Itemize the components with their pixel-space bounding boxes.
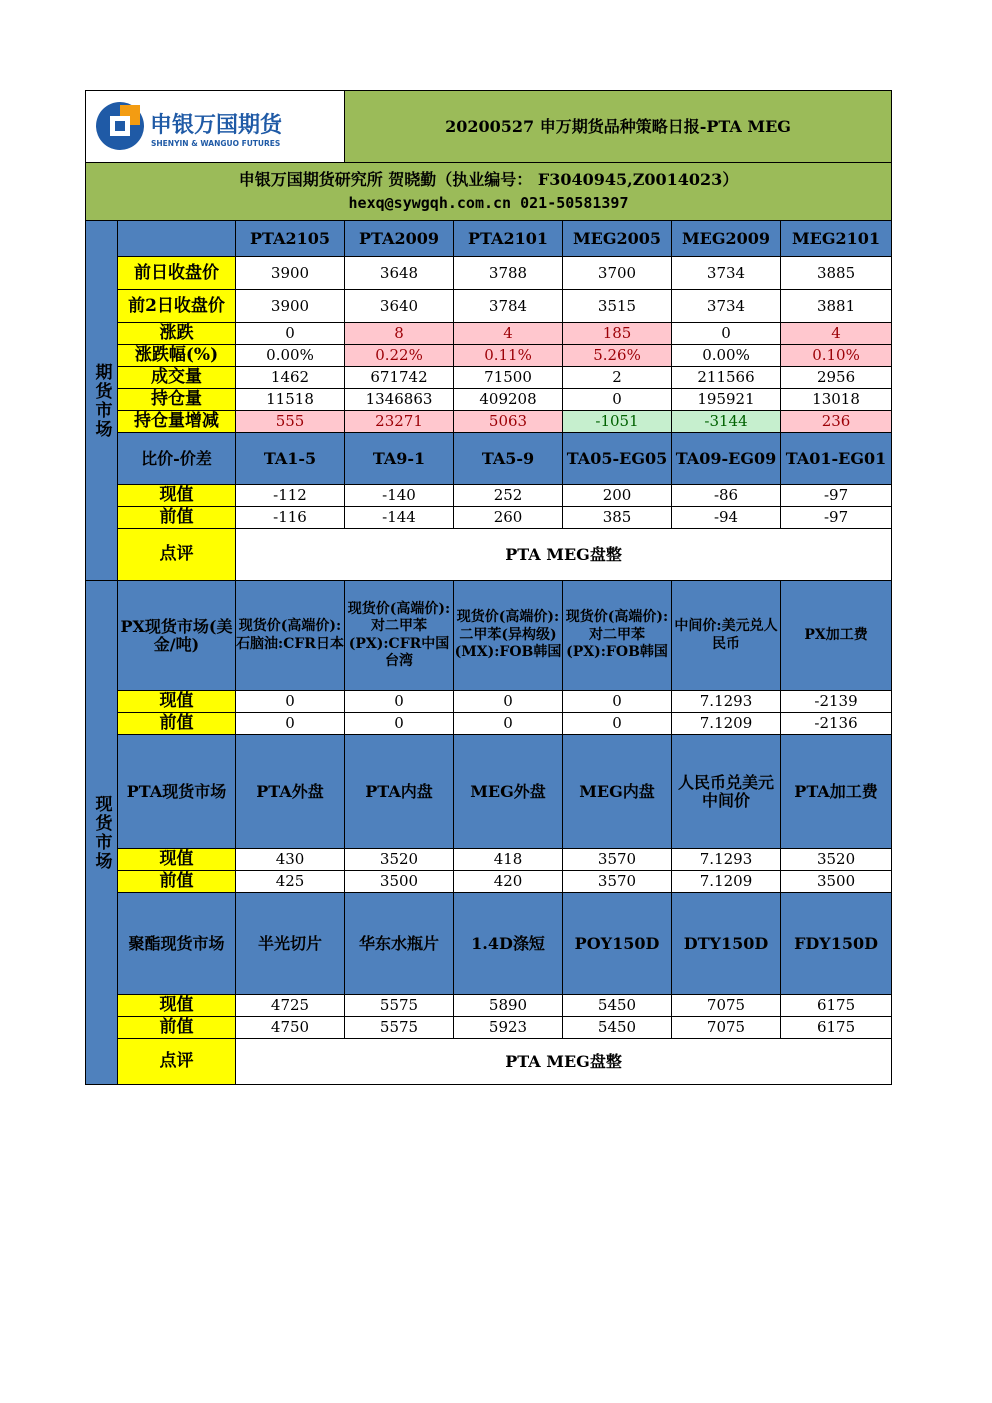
value-cell: 0.11% [454, 345, 563, 367]
value-cell: 0 [563, 713, 672, 735]
value-cell: 3500 [781, 871, 892, 893]
row-label: 前值 [118, 871, 236, 893]
polyester-column-header: 半光切片 [236, 893, 345, 995]
side-label-spot: 现货市场 [86, 581, 118, 1085]
value-cell: -97 [781, 485, 892, 507]
row-label: 成交量 [118, 367, 236, 389]
row-label: 现值 [118, 849, 236, 871]
value-cell: 4750 [236, 1017, 345, 1039]
value-cell: -86 [672, 485, 781, 507]
author-info [86, 163, 892, 221]
value-cell: 6175 [781, 1017, 892, 1039]
spread-name: TA05-EG05 [563, 433, 672, 485]
value-cell: 2 [563, 367, 672, 389]
polyester-market-header: 聚酯现货市场 [118, 893, 236, 995]
polyester-column-header: 1.4D涤短 [454, 893, 563, 995]
side-label-futures: 期货市场 [86, 221, 118, 581]
spread-name: TA9-1 [345, 433, 454, 485]
pta-column-header: PTA内盘 [345, 735, 454, 849]
spread-name: TA01-EG01 [781, 433, 892, 485]
value-cell: 236 [781, 411, 892, 433]
value-cell: 4 [781, 323, 892, 345]
value-cell: 2956 [781, 367, 892, 389]
value-cell: 5063 [454, 411, 563, 433]
value-cell: 1346863 [345, 389, 454, 411]
value-cell: 7.1293 [672, 691, 781, 713]
value-cell: 3570 [563, 849, 672, 871]
contract-header: MEG2005 [563, 221, 672, 257]
futures-row [86, 323, 892, 345]
value-cell: 0 [672, 323, 781, 345]
value-cell: 7.1209 [672, 871, 781, 893]
comment-text: PTA MEG盘整 [236, 529, 892, 581]
polyester-column-header: 华东水瓶片 [345, 893, 454, 995]
value-cell: 6175 [781, 995, 892, 1017]
value-cell: 0 [454, 713, 563, 735]
row-label: 前日收盘价 [118, 257, 236, 290]
value-cell: 211566 [672, 367, 781, 389]
value-cell: 3900 [236, 257, 345, 290]
contract-header: PTA2101 [454, 221, 563, 257]
value-cell: 385 [563, 507, 672, 529]
row-label: 前值 [118, 1017, 236, 1039]
px-column-header: 现货价(高端价):对二甲苯(PX):FOB韩国 [563, 581, 672, 691]
futures-row [86, 290, 892, 323]
value-cell: 195921 [672, 389, 781, 411]
row-label: 现值 [118, 485, 236, 507]
shenyin-wanguo-logo [94, 99, 289, 153]
value-cell: 425 [236, 871, 345, 893]
value-cell: 409208 [454, 389, 563, 411]
spread-name: TA1-5 [236, 433, 345, 485]
px-column-header: 现货价(高端价):对二甲苯(PX):CFR中国台湾 [345, 581, 454, 691]
comment-label: 点评 [118, 529, 236, 581]
value-cell: 7075 [672, 1017, 781, 1039]
value-cell: 0 [345, 713, 454, 735]
value-cell: 5575 [345, 1017, 454, 1039]
px-market-header: PX现货市场(美金/吨) [118, 581, 236, 691]
pta-column-header: PTA外盘 [236, 735, 345, 849]
row-label: 持仓量 [118, 389, 236, 411]
value-cell: 0 [454, 691, 563, 713]
value-cell: 7075 [672, 995, 781, 1017]
value-cell: 0.00% [672, 345, 781, 367]
pta-column-header: MEG内盘 [563, 735, 672, 849]
row-label: 现值 [118, 995, 236, 1017]
value-cell: 11518 [236, 389, 345, 411]
value-cell: -3144 [672, 411, 781, 433]
value-cell: -116 [236, 507, 345, 529]
px-column-header: 现货价(高端价):石脑油:CFR日本 [236, 581, 345, 691]
value-cell: 0 [563, 691, 672, 713]
value-cell: 3520 [345, 849, 454, 871]
value-cell: 0 [236, 691, 345, 713]
value-cell: 3640 [345, 290, 454, 323]
value-cell: 3900 [236, 290, 345, 323]
value-cell: 3881 [781, 290, 892, 323]
value-cell: -112 [236, 485, 345, 507]
spread-header: 比价-价差 [118, 433, 236, 485]
value-cell: 3788 [454, 257, 563, 290]
row-label: 持仓量增减 [118, 411, 236, 433]
value-cell: 3520 [781, 849, 892, 871]
value-cell: 3570 [563, 871, 672, 893]
value-cell: 555 [236, 411, 345, 433]
value-cell: 252 [454, 485, 563, 507]
row-label: 涨跌 [118, 323, 236, 345]
futures-row [86, 257, 892, 290]
pta-column-header: 人民币兑美元中间价 [672, 735, 781, 849]
value-cell: -1051 [563, 411, 672, 433]
polyester-column-header: FDY150D [781, 893, 892, 995]
value-cell: 5575 [345, 995, 454, 1017]
futures-row [86, 389, 892, 411]
value-cell: 0.00% [236, 345, 345, 367]
value-cell: 5923 [454, 1017, 563, 1039]
value-cell: 3734 [672, 290, 781, 323]
value-cell: 3734 [672, 257, 781, 290]
value-cell: 7.1293 [672, 849, 781, 871]
value-cell: 1462 [236, 367, 345, 389]
futures-row [86, 345, 892, 367]
row-label: 涨跌幅(%) [118, 345, 236, 367]
value-cell: -2136 [781, 713, 892, 735]
value-cell: 0 [236, 713, 345, 735]
row-label: 现值 [118, 691, 236, 713]
polyester-column-header: POY150D [563, 893, 672, 995]
value-cell: -144 [345, 507, 454, 529]
contract-header: PTA2009 [345, 221, 454, 257]
value-cell: 4725 [236, 995, 345, 1017]
value-cell: 5450 [563, 995, 672, 1017]
value-cell: 0 [236, 323, 345, 345]
value-cell: 7.1209 [672, 713, 781, 735]
author-line: 申银万国期货研究所 贺晓勤（执业编号： F3040945,Z0014023） [238, 170, 739, 190]
contract-header: MEG2101 [781, 221, 892, 257]
value-cell: 3885 [781, 257, 892, 290]
spread-name: TA5-9 [454, 433, 563, 485]
value-cell: 185 [563, 323, 672, 345]
spread-name: TA09-EG09 [672, 433, 781, 485]
pta-market-header: PTA现货市场 [118, 735, 236, 849]
value-cell: 671742 [345, 367, 454, 389]
futures-row [86, 411, 892, 433]
value-cell: 71500 [454, 367, 563, 389]
value-cell: 5890 [454, 995, 563, 1017]
pta-column-header: PTA加工费 [781, 735, 892, 849]
value-cell: 3784 [454, 290, 563, 323]
value-cell: 0 [345, 691, 454, 713]
value-cell: 200 [563, 485, 672, 507]
logo-cn-text: 申银万国期货 [150, 113, 283, 138]
comment-text: PTA MEG盘整 [236, 1039, 892, 1085]
px-column-header: PX加工费 [781, 581, 892, 691]
row-label: 前2日收盘价 [118, 290, 236, 323]
logo-cell [86, 91, 345, 163]
value-cell: 418 [454, 849, 563, 871]
pta-column-header: MEG外盘 [454, 735, 563, 849]
value-cell: 0 [563, 389, 672, 411]
value-cell: 430 [236, 849, 345, 871]
value-cell: 0.22% [345, 345, 454, 367]
contact-line: hexq@sywgqh.com.cn 021-50581397 [348, 194, 629, 213]
value-cell: 420 [454, 871, 563, 893]
value-cell: 3500 [345, 871, 454, 893]
comment-label: 点评 [118, 1039, 236, 1085]
corner-blank [118, 221, 236, 257]
value-cell: 3648 [345, 257, 454, 290]
value-cell: -140 [345, 485, 454, 507]
value-cell: -97 [781, 507, 892, 529]
logo-en-text: SHENYIN & WANGUO FUTURES [151, 139, 281, 148]
row-label: 前值 [118, 713, 236, 735]
value-cell: 3515 [563, 290, 672, 323]
px-column-header: 现货价(高端价):二甲苯(异构级)(MX):FOB韩国 [454, 581, 563, 691]
value-cell: 5450 [563, 1017, 672, 1039]
value-cell: 3700 [563, 257, 672, 290]
value-cell: -2139 [781, 691, 892, 713]
report-table [85, 90, 892, 1085]
value-cell: 0.10% [781, 345, 892, 367]
contract-header: MEG2009 [672, 221, 781, 257]
value-cell: 4 [454, 323, 563, 345]
px-column-header: 中间价:美元兑人民币 [672, 581, 781, 691]
strategy-report-sheet [85, 90, 891, 1085]
futures-row [86, 367, 892, 389]
value-cell: -94 [672, 507, 781, 529]
value-cell: 13018 [781, 389, 892, 411]
polyester-column-header: DTY150D [672, 893, 781, 995]
contract-header: PTA2105 [236, 221, 345, 257]
value-cell: 260 [454, 507, 563, 529]
value-cell: 5.26% [563, 345, 672, 367]
report-title: 20200527 申万期货品种策略日报-PTA MEG [345, 91, 892, 163]
value-cell: 8 [345, 323, 454, 345]
row-label: 前值 [118, 507, 236, 529]
value-cell: 23271 [345, 411, 454, 433]
